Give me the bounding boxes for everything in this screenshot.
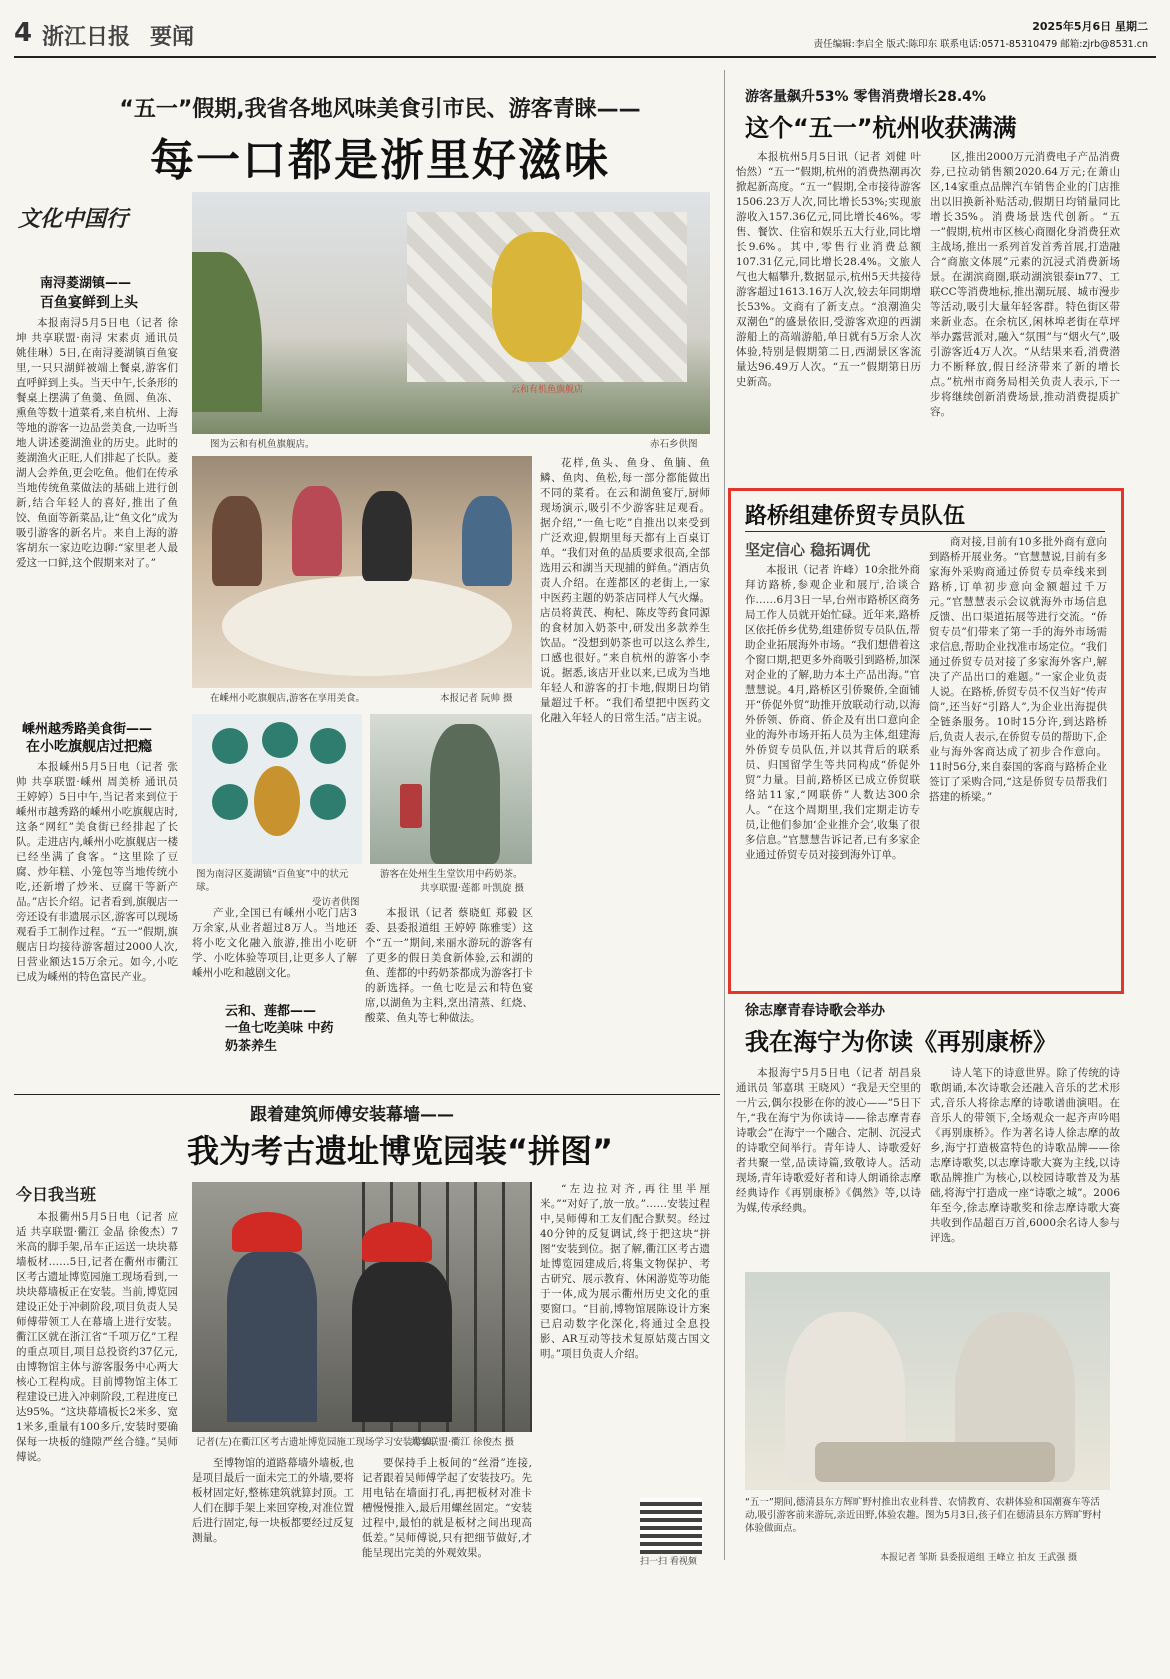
food-sub3-body: 本报讯（记者 蔡晓虹 郑毅 区委、县委报道组 王婷婷 陈雅雯）这个“五一”期间,来丽水游玩的游客有了更多的假日美食新体验,云和湖的鱼、莲都的中药奶茶都成为游客打卡的新选择。一鱼七吃是云和特色宴席,以湖鱼为主料,烹出清蒸、红烧、酸菜、鱼丸等七种做法。 <box>365 907 533 1024</box>
hangzhou-body-1: 本报杭州5月5日讯（记者 刘健 叶怡然）“五一”假期,杭州的消费热潮再次掀起新高度。“五一”假期,全市接待游客1506.23万人次,同比增长53%;实现旅游收入157.36亿元,同比增长46%。零售、餐饮、住宿和娱乐五大行业,同比增长9.6%。其中,零售行业消费总额107.31亿元,同比增长28.4%。文旅人气也大幅攀升,数据显示,杭州5天共接待游客超过1613.16万人次,较去年同期增长53%。文商有了新支点。“浪潮渔尖双潮色”的盛景依旧,受游客欢迎的西湖游船上的高端游船,单日就有5万余人次体验,特别是假期第二日,西湖景区客流量达96.49万人次。“五一”假期第日历史新高。 <box>736 151 921 388</box>
bowl-1 <box>212 728 248 764</box>
fish-dish <box>254 766 300 836</box>
column-logo-today: 今日我当班 <box>16 1185 97 1204</box>
food-sub2-body: 本报嵊州5月5日电（记者 张帅 共享联盟·嵊州 周美桥 通讯员 王婷婷）5日中午,当记者来到位于嵊州市越秀路的嵊州小吃旗舰店时,这条“网红”美食街已经排起了长队。走进店内,嵊州小吃旗舰店一楼已经坐满了食客。“这里除了豆腐、炒年糕、小笼包等当地传统小吃,还新增了炒米、豆腐干等新产品。”店长介绍。记者看到,旗舰店一旁还设有非遗展示区,游客可以现场观看手工制作过程。“五一”假期,旗舰店日均接待游客超过2000人次,日营业额达15万余元。如今,小吃已成为嵊州的特色富民产业。 <box>16 761 178 983</box>
date-line: 2025年5月6日 星期二 <box>1032 20 1148 33</box>
helmet-1 <box>232 1212 302 1252</box>
photo1-caption: 图为云和有机鱼旗舰店。 <box>210 439 315 450</box>
photo-kids-cooking <box>745 1272 1110 1490</box>
food-right-body: 花样,鱼头、鱼身、鱼腩、鱼鳞、鱼肉、鱼松,每一部分都能做出不同的菜肴。在云和湖鱼宴厅,厨师现场演示,吸引不少游客驻足观看。据介绍,“一鱼七吃”自推出以来受到广泛欢迎,假期里每天都有上百桌订单。“我们对鱼的品质要求很高,全部选用云和湖当天现捕的鲜鱼。”酒店负责人介绍。在莲都区的老街上,一家中医药主题的奶茶店同样人气火爆。店员将黄芪、枸杞、陈皮等药食同源的食材加入奶茶中,研发出多款养生饮品。“没想到奶茶也可以这么养生,口感也很好。”来自杭州的游客小李说。据悉,该店开业以来,已成为当地年轻人和游客的打卡地,假期日均销量超过千杯。“我们希望把中医药文化融入年轻人的日常生活。”店主说。 <box>540 457 710 724</box>
food-sub2-title: 在小吃旗舰店过把瘾 <box>26 739 152 755</box>
hill-left <box>192 252 262 412</box>
bowl-2 <box>262 722 298 758</box>
worker-1 <box>227 1252 317 1422</box>
bowl-5 <box>310 784 346 820</box>
arch-kicker: 跟着建筑师傅安装幕墙—— <box>250 1105 454 1125</box>
section-name: 要闻 <box>150 25 195 50</box>
haining-photo-credit: 本报记者 邹斯 县委报道组 王峰立 拍友 王武强 摄 <box>880 1553 1078 1563</box>
haining-photo-caption: “五一”期间,德清县东方辉旷野村推出农业科普、农情教育、农耕体验和国潮赛车等活动,吸引游客前来游玩,亲近田野,体验农趣。图为5月3日,孩子们在德清县东方辉旷野村体验做面点。 <box>745 1497 1102 1534</box>
photo-fish-store <box>192 192 710 434</box>
food-sub3-title: 一鱼七吃美味 中药奶茶养生 <box>225 1021 334 1054</box>
hangzhou-kicker: 游客量飙升53% 零售消费增长28.4% <box>745 89 986 105</box>
haining-kicker: 徐志摩青春诗歌会举办 <box>745 1003 885 1019</box>
photo2-credit: 本报记者 阮帅 摄 <box>440 693 513 704</box>
bowl-4 <box>212 784 248 820</box>
luqiao-body-1: 本报讯（记者 许峰）10余批外商拜访路桥,参观企业和展厅,洽谈合作……6月3日一早,台州市路桥区商务局工作人员就开始忙碌。近年来,路桥区依托侨乡优势,组建侨贸专员队伍,帮助企业拓展海外市场。“我们想借着这个窗口期,把更多外商吸引到路桥,加深对企业的了解,助力本土产品出海。”官慧慧说。4月,路桥区引侨聚侨,全面铺开“侨促外贸”助推开放联动行动,以海外侨领、侨商、侨企及有出口意向企业的海外市场开拓人员为主体,组建海外侨贸专员队伍,并以其背后的联系员、归国留学生等共同构成“侨促外贸”力量。目前,路桥区已成立侨贸联络站11家,“网联侨”人数达300余人。“在这个周期里,我们定期走访专员,让他们参加‘企业推介会’,收集了很多信息。”官慧慧告诉记者,已有多家企业通过侨贸专员对接到海外订单。 <box>745 564 920 861</box>
arch-title: 我为考古遗址博览园装“拼图” <box>186 1132 614 1170</box>
arch-photo-credit: 共享联盟·衢江 徐俊杰 摄 <box>410 1437 515 1448</box>
arch-body-4: “左边拉对齐,再往里半厘米。”“对好了,放一放。”……安装过程中,吴师傅和工友们配合默契。经过40分钟的反复调试,终于把这块“拼图”安装到位。据了解,衢江区考古遗址博览园建成后,将集文物保护、考古研究、展示教育、休闲游览等功能于一体,成为展示衢州历史文化的重要窗口。“目前,博物馆展陈设计方案已启动数字化深化,将通过全息投影、AR互动等技术复原姑蔑古国文明。”项目负责人介绍。 <box>540 1183 710 1360</box>
food-sub3-kicker: 云和、莲都—— <box>225 1004 317 1019</box>
food-sub2-kicker: 嵊州越秀路美食街—— <box>22 722 153 737</box>
qr-code[interactable] <box>640 1498 702 1554</box>
tea-drinker <box>430 724 500 864</box>
highlight-box-luqiao <box>728 488 1124 994</box>
fish-sculpture <box>492 232 582 362</box>
photo-dining <box>192 456 532 688</box>
luqiao-title: 路桥组建侨贸专员队伍 <box>745 504 966 529</box>
photo-milk-tea <box>370 714 532 864</box>
diner-1 <box>212 496 262 586</box>
arch-body-3: 要保持手上板间的“丝滑”连接,记者跟着吴师傅学起了安装技巧。先用电钻在墙面打孔,再把板材对准卡槽慢慢推入,最后用螺丝固定。“安装过程中,最怕的就是板材之间出现高低差。”吴师傅说,只有把细节做好,才能呈现出完美的外观效果。 <box>362 1457 532 1559</box>
bowl-3 <box>310 728 346 764</box>
food-sub1-body: 本报南浔5月5日电（记者 徐坤 共享联盟·南浔 宋素贞 通讯员 姚佳琳）5日,在南浔菱湖镇百鱼宴里,一只只湖鲜被端上餐桌,游客们直呼鲜到上头。当天中午,长条形的餐桌上摆满了鱼羹、鱼圆、鱼冻、熏鱼等数十道菜肴,来自杭州、上海等地的游客一边品尝美食,一边听当地人讲述菱湖渔业的历史。此时的菱湖渔火正旺,人们排起了长队。菱湖人会养鱼,更会吃鱼。他们在传承当地传统鱼菜做法的基础上进行创新,结合年轻人的喜好,推出了鱼饺、鱼面等新菜品,让“鱼文化”成为吸引游客的新名片。来自上海的游客胡东一家边吃边聊:“家里老人最爱这一口鲜,这个假期来对了。” <box>16 317 178 569</box>
dining-table <box>222 576 512 676</box>
photo-dumplings <box>192 714 362 864</box>
food-sub1-kicker: 南浔菱湖镇—— <box>40 276 132 291</box>
header-rule <box>14 56 1156 58</box>
paper-name: 浙江日报 <box>42 24 131 50</box>
photo3-caption: 图为南浔区菱湖镇“百鱼宴”中的状元球。 <box>196 869 349 893</box>
diner-4 <box>462 496 512 586</box>
luqiao-body-2: 商对接,目前有10多批外商有意向到路桥开展业务。“官慧慧说,目前有多家海外采购商通过侨贸专员牵线来到路桥,订单初步意向金额超过千万元。”官慧慧表示会议就海外市场信息反馈、出口渠道拓展等进行交流。“侨贸专员”们带来了第一手的海外市场需求信息,帮助企业找准市场定位。“我们通过侨贸专员对接了多家海外客户,解决了产品出口的难题。”一家企业负责人说。在路桥,侨贸专员不仅当好“传声筒”,还当好“引路人”,为企业出海提供全链条服务。10时15分许,到达路桥后,负责人表示,在侨贸专员的帮助下,企业与海外客商达成了初步合作意向。11时56分,来自泰国的客商与路桥企业签订了采购合同,“这是侨贸专员帮我们搭建的桥梁。” <box>929 536 1107 803</box>
staff-line: 责任编辑:李启全 版式:陈印东 联系电话:0571-85310479 邮箱:zjrb@8531.cn <box>813 39 1148 50</box>
photo1-credit: 赤石乡供图 <box>650 439 698 450</box>
luqiao-lead-kicker: 坚定信心 稳拓调优 <box>745 541 871 559</box>
photo4-credit: 共享联盟·莲都 叶凯旋 摄 <box>420 883 525 894</box>
column-divider <box>724 70 725 1560</box>
arch-photo-caption: 记者(左)在衢江区考古遗址博览园施工现场学习安装幕墙。 <box>196 1437 441 1448</box>
arch-body-1: 本报衢州5月5日电（记者 应适 共享联盟·衢江 金晶 徐俊杰）7米高的脚手架,吊车正运送一块块幕墙板材……5日,记者在衢州市衢江区考古遗址博览园施工现场看到,一块块幕墙板正在安装。当前,博览园建设正处于冲刺阶段,项目负责人吴师傅带领工人在幕墙上进行安装。衢江区就在浙江省“千项万亿”工程的重点项目,项目总投资约37亿元,由博物馆主体与游客服务中心两大核心工程构成。目前博物馆主体工程建设已进入冲刺阶段,工程进度已达95%。“这块幕墙板长2米多、宽1米多,重量有100多斤,安装时要确保每一块板的缝隙严丝合缝。”吴师傅说。 <box>16 1211 178 1463</box>
haining-body-2: 诗人笔下的诗意世界。除了传统的诗歌朗诵,本次诗歌会还融入音乐的艺术形式,音乐人将徐志摩的诗歌谱曲演唱。在音乐人的带领下,全场观众一起齐声吟唱《再别康桥》。作为著名诗人徐志摩的故乡,海宁打造极富特色的诗歌品牌——徐志摩诗歌奖,以志摩诗歌大赛为主线,以诗歌品牌推广为核心,以校园诗歌普及为基础,将海宁打造成一座“诗歌之城”。2006年至今,徐志摩诗歌奖和徐志摩诗歌大赛共收到作品超百万首,6000余名诗人参与评选。 <box>930 1067 1120 1244</box>
haining-title: 我在海宁为你读《再别康桥》 <box>745 1028 1057 1056</box>
haining-body-1: 本报海宁5月5日电（记者 胡昌泉 通讯员 邹嘉琪 王晓风）“我是天空里的一片云,偶尔投影在你的波心——”5日下午,“我在海宁为你读诗——徐志摩青春诗歌会”在海宁一个融合、定制、沉浸式的诗歌空间举行。青年诗人、诗歌爱好者共聚一堂,品读诗篇,致敬诗人。活动现场,青年诗歌爱好者和诗人朗诵徐志摩经典诗作《再别康桥》《偶然》等,以诗为媒,传承经典。 <box>736 1067 921 1214</box>
arch-body-2: 至博物馆的道路幕墙外墙板,也是项目最后一面未完工的外墙,要将板材固定好,整栋建筑就算封顶。工人们在脚手架上来回穿梭,对准位置后进行固定,每一块板都要经过反复测量。 <box>192 1457 354 1544</box>
photo2-caption: 在嵊州小吃旗舰店,游客在享用美食。 <box>210 693 366 704</box>
photo4-caption: 游客在处州生生堂饮用中药奶茶。 <box>380 869 523 880</box>
food-title: 每一口都是浙里好滋味 <box>150 135 610 186</box>
page-number: 4 <box>14 18 33 48</box>
photo3-credit: 受访者供图 <box>312 897 360 908</box>
section-rule-bottom <box>14 1094 720 1095</box>
food-kicker: “五一”假期,我省各地风味美食引市民、游客青睐—— <box>119 97 641 122</box>
food-sub1-title: 百鱼宴鲜到上头 <box>40 295 138 311</box>
helmet-2 <box>362 1222 432 1262</box>
column-logo-culture: 文化中国行 <box>18 206 129 232</box>
diner-3 <box>362 491 412 581</box>
qr-label: 扫一扫 看视频 <box>640 1557 697 1567</box>
tea-cup <box>400 784 422 828</box>
hangzhou-title: 这个“五一”杭州收获满满 <box>745 114 1017 142</box>
masthead <box>14 16 1154 52</box>
store-sign: 云和有机鱼旗舰店 <box>510 385 583 395</box>
food-mid-body: 产业,全国已有嵊州小吃门店3万余家,从业者超过8万人。当地还将小吃文化融入旅游,推出小吃研学、小吃体验等项目,让更多人了解嵊州小吃和越剧文化。 <box>192 907 357 979</box>
luqiao-rule <box>745 531 1105 532</box>
worker-2 <box>352 1262 452 1422</box>
diner-2 <box>292 486 342 576</box>
hangzhou-body-2: 区,推出2000万元消费电子产品消费券,已拉动销售额2020.64万元;在萧山区,14家重点品牌汽车销售企业的门店推出以旧换新补贴活动,假期日均销量同比增长35%。消费场景迭代创新。“五一”假期,杭州市区核心商圈化身消费狂欢主战场,推出一系列首发首秀首展,打造融合“商旅文体展”元素的沉浸式消费新场景。在湖滨商圈,联动湖滨银泰in77、工联CC等消费地标,推出潮玩展、城市漫步等活动,吸引大量年轻客群。特色街区带来新业态。在余杭区,闲林埠老街在草坪举办露营派对,融入“氛围”与“烟火气”,吸引游客近4万人次。“从结果来看,消费潜力不断释放,假日经济带来了新的增长点。”杭州市商务局相关负责人表示,下一步将继续创新消费场景,推动消费提质扩容。 <box>930 151 1120 418</box>
photo-workers <box>192 1182 532 1432</box>
dough-tray <box>815 1442 1055 1482</box>
